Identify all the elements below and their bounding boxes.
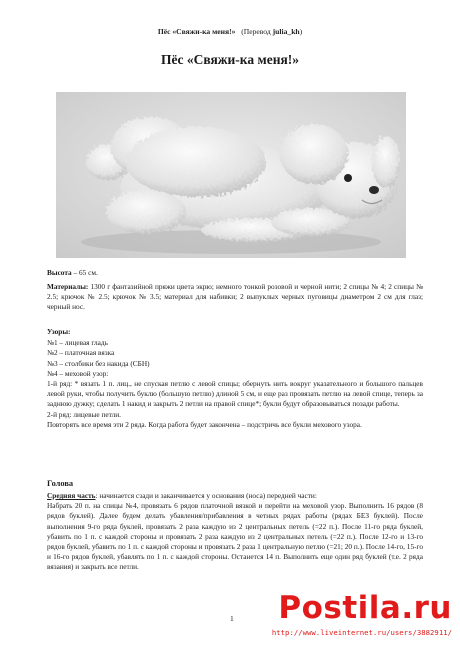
pattern-repeat-note: Повторять все время эти 2 ряда. Когда работа будет закончена – подстричь все букли мехового узора.	[47, 419, 362, 429]
fluffy-dog-toy-icon	[56, 92, 406, 258]
header-title: Пёс «Свяжи-ка меня!»	[157, 27, 236, 36]
height-line	[47, 268, 423, 278]
materials-label: Материалы:	[47, 282, 89, 291]
patterns-label: Узоры:	[47, 327, 71, 336]
pattern-item: №3 – столбики без накида (СБН)	[47, 358, 150, 368]
height-label: Высота	[47, 268, 72, 277]
watermark-url[interactable]: http://www.liveinternet.ru/users/3882911/	[271, 628, 452, 637]
page-title: Пёс «Свяжи-ка меня!»	[160, 52, 300, 67]
pattern-item: №4 – меховой узор:	[47, 368, 109, 378]
pattern-row-2: 2-й ряд: лицевые петли.	[47, 409, 121, 419]
materials-section	[47, 282, 423, 313]
head-section	[47, 478, 423, 573]
patterns-section	[47, 327, 423, 430]
pattern-item: №2 – платочная вязка	[47, 348, 115, 358]
running-header	[0, 27, 460, 37]
head-title: Голова	[47, 479, 74, 488]
materials-text: 1300 г фантазийной пряжи цвета экрю; немного тонкой розовой и черной нити; 2 спицы № 4; 2 спицы № 2.5; крючок № 2.5; крючок № 3.5; материал для набивки; 2 выпуклых черных пуговицы диаметром 2 см для глаз; черный нос.	[47, 282, 423, 312]
header-translation-prefix: (Перевод	[241, 27, 273, 36]
middle-part-text: : начинается сзади и заканчивается у основания (носа) передней части:	[95, 491, 317, 500]
pattern-item: №1 – лицевая гладь	[47, 338, 108, 348]
head-paragraph: Набрать 20 п. на спицы №4, провязать 6 рядов платочной вязкой и перейти на меховой узор. Выполнить 16 рядов (8 рядов буклей). Далее будем делать убавления/прибавления в четных рядах работы (рядах БЕЗ буклей). После выполнения 9-го ряда буклей, провязать 2 раза каждую из 2 центральных петель (=22 п.). После 11-го ряда буклей, убавить по 1 п. с каждой стороны и провязать 2 раза каждую из 2 центральных петель (=22 п.). После 12-го и 13-го рядов буклей, убавить по 1 п. с каждой стороны и провязать 2 раза 1 центральную петлю (=21; 20 п.). После 14-го, 15-го и 16-го рядов буклей, убавлять по 1 п. с каждой стороны. Останется 14 п. Выполнить еще один ряд буклей (т.е. 2 ряда вязания) и закрыть все петли.	[47, 501, 423, 572]
page-number: 1	[230, 614, 234, 623]
pattern-row-1: 1-й ряд: * вязать 1 п. лиц., не спуская петлю с левой спицы; обернуть нить вокруг указательного и большого пальцев левой руки, чтобы получить буклю (большую петлю) длиной 5 см, и еще раз провязать петлю на левой спице, теперь за заднюю дужку; сделать 1 накид и закрыть 2 петли на правой спице*; букли будут образовываться позади работы.	[47, 379, 423, 409]
postila-watermark	[212, 590, 452, 648]
header-translation-suffix: )	[299, 27, 303, 36]
header-translator: julia_kh	[272, 27, 300, 36]
height-value: – 65 см.	[71, 268, 98, 277]
postila-logo: Postila . ru	[278, 590, 452, 626]
dog-toy-photo	[56, 92, 406, 258]
middle-part-label: Средняя часть	[47, 491, 96, 500]
